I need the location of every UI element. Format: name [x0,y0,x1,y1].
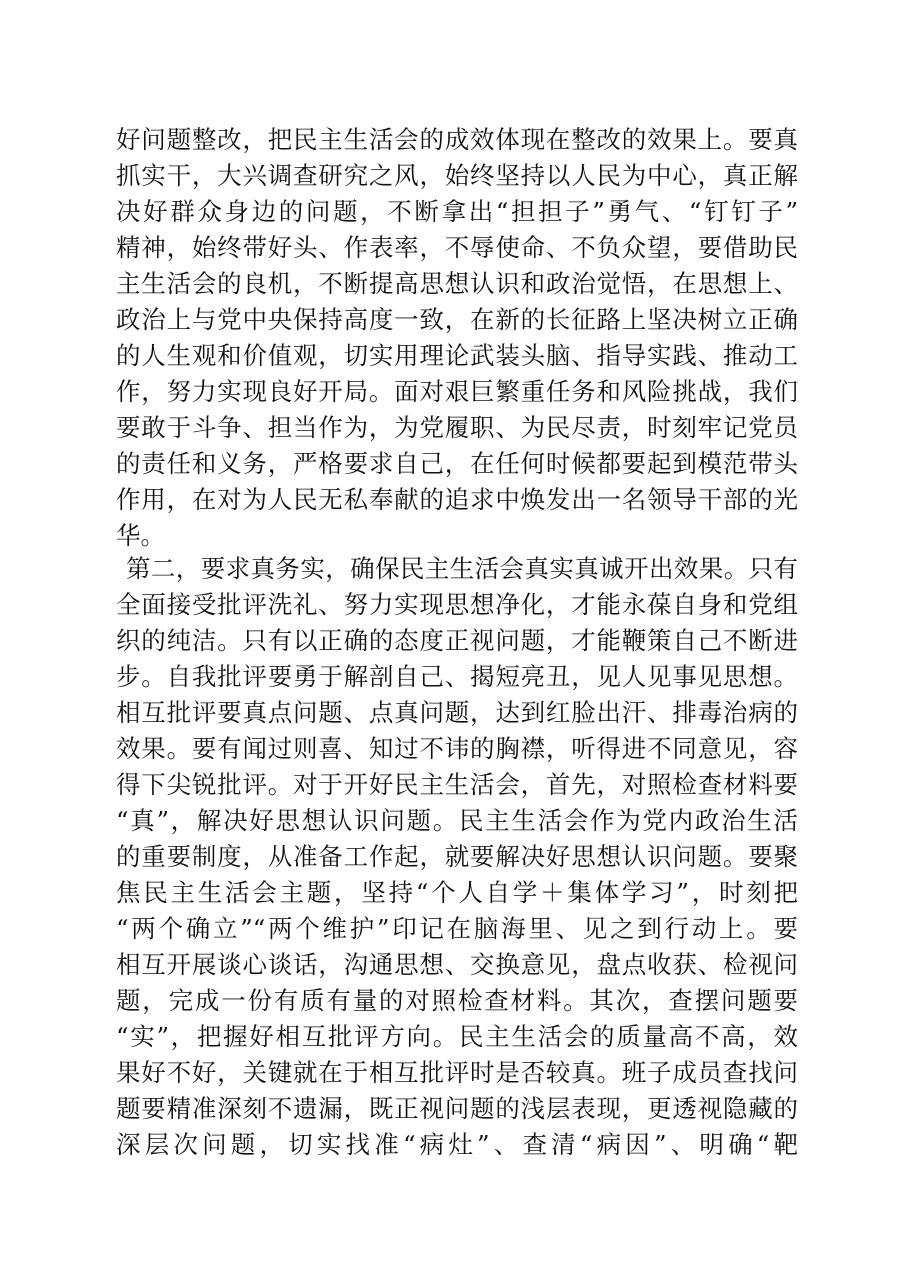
text-line: 第二，要求真务实，确保民主生活会真实真诚开出效果。只有 [126,554,798,583]
text-line: 相互开展谈心谈话，沟通思想、交换意见，盘点收获、检视问 [116,950,798,979]
text-line: 华。 [116,521,165,550]
paragraph-2 [116,551,798,1163]
text-line: 的责任和义务，严格要求自己，在任何时候都要起到模范带头 [116,449,798,478]
text-line: 题，完成一份有质有量的对照检查材料。其次，查摆问题要 [116,986,798,1015]
text-line: “实”，把握好相互批评方向。民主生活会的质量高不高，效 [116,1022,798,1051]
text-line: 好问题整改，把民主生活会的成效体现在整改的效果上。要真 [116,125,798,154]
text-line: 作用，在对为人民无私奉献的追求中焕发出一名领导干部的光 [116,485,798,514]
text-line: 果好不好，关键就在于相互批评时是否较真。班子成员查找问 [116,1058,798,1087]
text-line: 抓实干，大兴调查研究之风，始终坚持以人民为中心，真正解 [116,161,798,190]
paragraph-1 [116,122,798,554]
text-line: 深层次问题，切实找准“病灶”、查清“病因”、明确“靶 [116,1130,798,1159]
text-line: 织的纯洁。只有以正确的态度正视问题，才能鞭策自己不断进 [116,626,798,655]
text-line: 的重要制度，从准备工作起，就要解决好思想认识问题。要聚 [116,842,798,871]
text-line: 政治上与党中央保持高度一致，在新的长征路上坚决树立正确 [116,305,798,334]
text-line: “两个确立”“两个维护”印记在脑海里、见之到行动上。要 [116,914,798,943]
text-line: 主生活会的良机，不断提高思想认识和政治觉悟，在思想上、 [116,269,798,298]
text-line: 作，努力实现良好开局。面对艰巨繁重任务和风险挑战，我们 [116,377,798,406]
text-line: 步。自我批评要勇于解剖自己、揭短亮丑，见人见事见思想。 [116,662,798,691]
text-line: 精神，始终带好头、作表率，不辱使命、不负众望，要借助民 [116,233,798,262]
text-line: 的人生观和价值观，切实用理论武装头脑、指导实践、推动工 [116,341,798,370]
text-line: 相互批评要真点问题、点真问题，达到红脸出汗、排毒治病的 [116,698,798,727]
text-line: “真”，解决好思想认识问题。民主生活会作为党内政治生活 [116,806,798,835]
text-line: 全面接受批评洗礼、努力实现思想净化，才能永葆自身和党组 [116,590,798,619]
text-line: 题要精准深刻不遗漏，既正视问题的浅层表现，更透视隐藏的 [116,1094,798,1123]
text-line: 焦民主生活会主题，坚持“个人自学＋集体学习”，时刻把 [116,878,798,907]
text-line: 决好群众身边的问题，不断拿出“担担子”勇气、“钉钉子” [116,197,798,226]
text-line: 效果。要有闻过则喜、知过不讳的胸襟，听得进不同意见，容 [116,734,798,763]
text-line: 要敢于斗争、担当作为，为党履职、为民尽责，时刻牢记党员 [116,413,798,442]
text-line: 得下尖锐批评。对于开好民主生活会，首先，对照检查材料要 [116,770,798,799]
